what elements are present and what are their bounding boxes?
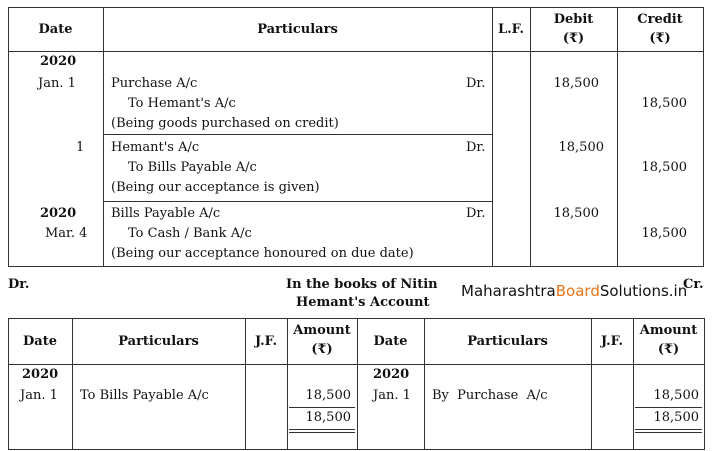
ledger-dr-label: Dr. xyxy=(8,277,30,292)
ledger-header-date-cr: Date xyxy=(373,334,408,349)
journal-header-particulars: Particulars xyxy=(257,22,338,37)
ledger-header-amount-dr: Amount xyxy=(293,323,351,338)
entry-narration: (Being goods purchased on credit) xyxy=(111,116,339,131)
journal-header-credit: Credit xyxy=(637,12,683,27)
journal-header-divider xyxy=(8,51,703,52)
ledger-cr-double-rule-1 xyxy=(635,429,702,430)
ledger-dr-total-rule xyxy=(289,407,355,408)
ledger-header-divider xyxy=(8,364,704,365)
ledger-cr-total: 18,500 xyxy=(653,410,699,425)
entry-narration: (Being our acceptance honoured on due date) xyxy=(111,246,414,261)
brand-watermark-link[interactable] xyxy=(461,282,687,300)
journal-header-date: Date xyxy=(38,22,73,37)
journal-entry-divider-2 xyxy=(103,201,492,202)
journal-col-right xyxy=(703,7,704,267)
journal-header-lf: L.F. xyxy=(497,22,525,37)
ledger-header-amount-cr: Amount xyxy=(639,323,698,338)
entry-date: Jan. 1 xyxy=(38,76,76,91)
ledger-cr-label: Cr. xyxy=(683,277,704,292)
ledger-top-border xyxy=(8,318,704,319)
entry-dr-mark: Dr. xyxy=(466,140,486,155)
ledger-bottom-border xyxy=(8,449,704,450)
brand-part1: Maharashtra xyxy=(461,282,556,300)
ledger-dr-date: Jan. 1 xyxy=(20,388,58,403)
entry-date: 1 xyxy=(76,140,85,155)
ledger-header-jf-cr: J.F. xyxy=(600,334,624,349)
ledger-col-right xyxy=(704,318,705,450)
entry-debit-amount: 18,500 xyxy=(553,76,599,91)
entry-credit-account: To Hemant's A/c xyxy=(128,96,236,111)
entry-credit-amount: 18,500 xyxy=(641,160,687,175)
brand-part2: Board xyxy=(555,282,600,300)
ledger-header-jf-dr: J.F. xyxy=(254,334,278,349)
entry-dr-mark: Dr. xyxy=(466,206,486,221)
entry-debit-account: Hemant's A/c xyxy=(111,140,200,155)
entry-dr-mark: Dr. xyxy=(466,76,486,91)
ledger-account-title: Hemant's Account xyxy=(296,295,430,310)
ledger-dr-double-rule-1 xyxy=(289,429,355,430)
entry-debit-amount: 18,500 xyxy=(553,206,599,221)
ledger-header-particulars-cr: Particulars xyxy=(467,334,548,349)
ledger-cr-total-rule xyxy=(635,407,702,408)
journal-header-debit: Debit xyxy=(553,12,594,27)
ledger-header-amount-unit-cr: (₹) xyxy=(657,342,680,357)
journal-header-debit-unit: (₹) xyxy=(562,31,585,46)
ledger-dr-double-rule-2 xyxy=(289,432,355,433)
ledger-books-title: In the books of Nitin xyxy=(286,277,438,292)
entry-date: Mar. 4 xyxy=(45,226,88,241)
entry-debit-amount: 18,500 xyxy=(558,140,604,155)
brand-part3: Solutions.in xyxy=(599,282,688,300)
ledger-header-amount-unit-dr: (₹) xyxy=(311,342,333,357)
ledger-cr-date: Jan. 1 xyxy=(373,388,411,403)
ledger-dr-total: 18,500 xyxy=(305,410,351,425)
journal-entry-divider-1 xyxy=(103,134,492,135)
ledger-cr-particulars: By Purchase A/c xyxy=(432,388,548,403)
journal-col-lf xyxy=(530,7,531,267)
entry-debit-account: Purchase A/c xyxy=(111,76,198,91)
entry-debit-account: Bills Payable A/c xyxy=(111,206,221,221)
journal-col-date xyxy=(103,7,104,267)
ledger-cr-amount: 18,500 xyxy=(653,388,699,403)
entry-year: 2020 xyxy=(40,54,77,69)
ledger-dr-year: 2020 xyxy=(22,367,59,382)
ledger-cr-double-rule-2 xyxy=(635,432,702,433)
entry-year: 2020 xyxy=(40,206,77,221)
ledger-header-particulars-dr: Particulars xyxy=(118,334,199,349)
journal-header-credit-unit: (₹) xyxy=(649,31,671,46)
entry-credit-amount: 18,500 xyxy=(641,96,687,111)
entry-narration: (Being our acceptance is given) xyxy=(111,180,320,195)
entry-credit-account: To Cash / Bank A/c xyxy=(128,226,252,241)
ledger-dr-amount: 18,500 xyxy=(305,388,351,403)
journal-col-left xyxy=(8,7,9,267)
journal-bottom-border xyxy=(8,266,703,267)
ledger-cr-year: 2020 xyxy=(373,367,410,382)
ledger-header-date-dr: Date xyxy=(23,334,57,349)
entry-credit-account: To Bills Payable A/c xyxy=(128,160,257,175)
journal-top-border xyxy=(8,7,703,8)
entry-credit-amount: 18,500 xyxy=(641,226,687,241)
ledger-dr-particulars: To Bills Payable A/c xyxy=(80,388,209,403)
journal-col-particulars xyxy=(492,7,493,267)
